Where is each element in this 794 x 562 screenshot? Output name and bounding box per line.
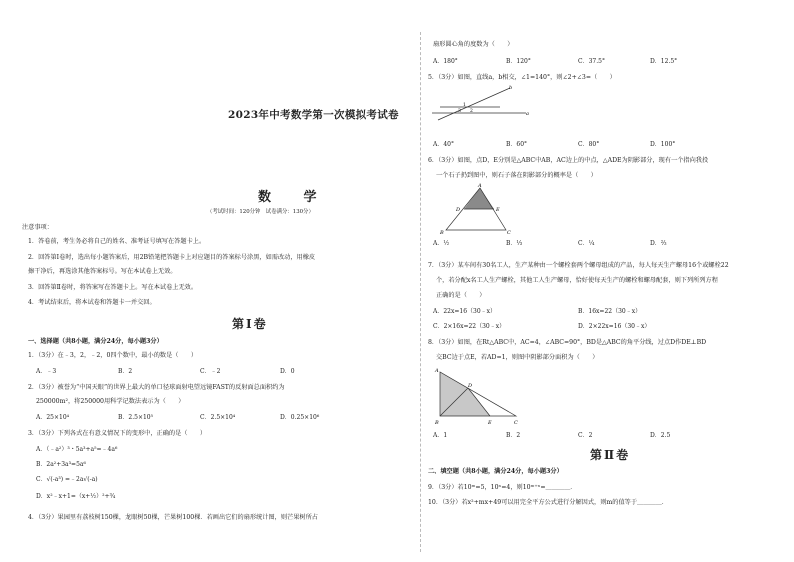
subject-title: 数 学 [258, 190, 331, 205]
q5-label-b: b [509, 85, 513, 91]
note-2-cont: 擦干净后，再选涂其他答案标号。写在本试卷上无效。 [28, 268, 177, 275]
q1-option-c: C．﹣2 [200, 368, 221, 375]
question-7-cont: 个，若分配x名工人生产螺栓，其他工人生产螺母，恰好使每天生产的螺栓和螺母配套，则下列所列方程 [436, 277, 718, 284]
q5-option-a: A．40° [433, 141, 454, 148]
question-4: 4．（3分）果园里有荔枝树150棵，龙眼树50棵，芒果树100棵．若画出它们的扇形统计图，则芒果树所占 [28, 514, 318, 521]
q8-label-b: B [435, 420, 439, 426]
q6-option-c: C．¼ [578, 240, 595, 247]
question-5: 5．（3分）如图，直线a，b相交，∠1=140°，则∠2+∠3=（ ） [428, 74, 616, 81]
question-7: 7．（3分）某车间有30名工人，生产某种由一个螺栓套两个螺母组成的产品，每人每天生产螺母16个或螺栓22 [428, 262, 729, 269]
note-2: 2．回答第Ⅰ卷时，选出每小题答案后，用2B铅笔把答题卡上对应题目的答案标号涂黑，如需改动，用橡皮 [28, 254, 316, 261]
question-3: 3．（3分）下列各式在有意义情况下的变形中，正确的是（ ） [28, 430, 207, 437]
q6-label-c: C [507, 230, 511, 236]
q7-option-c: C．2×16x=22（30﹣x） [433, 323, 506, 330]
question-8: 8．（3分）如图，在Rt△ABC中，AC=4，∠ABC=90°，BD是△ABC的角平分线，过点D作DE⊥BD [428, 339, 707, 346]
question-2-cont: 250000m²，将250000用科学记数法表示为（ ） [36, 398, 185, 405]
exam-title: 2023年中考数学第一次模拟考试卷 [228, 109, 399, 121]
q6-option-d: D．⅔ [650, 240, 667, 247]
q5-label-1: 1 [463, 103, 466, 108]
part2-heading: 二、填空题（共8小题，满分24分，每小题3分） [428, 468, 563, 475]
q3-option-d: D．x²﹣x+1=（x+½）²+¾ [36, 493, 116, 500]
q6-label-a: A [478, 183, 482, 189]
q8-option-a: A．1 [433, 432, 448, 439]
q8-figure [430, 362, 530, 428]
q4-option-c: C．37.5° [578, 58, 605, 65]
q7-option-b: B．16x=22（30﹣x） [578, 308, 642, 315]
q4-option-a: A．180° [433, 58, 458, 65]
q8-option-b: B．2 [506, 432, 521, 439]
q8-label-d: D [468, 383, 473, 389]
q5-option-b: B．60° [506, 141, 528, 148]
q5-option-c: C．80° [578, 141, 600, 148]
question-10: 10．（3分）若x²+mx+49可以用完全平方公式进行分解因式，则m的值等于＿＿＿＿． [428, 499, 668, 506]
q4-option-d: D．12.5° [650, 58, 678, 65]
q1-option-a: A．﹣3 [36, 368, 57, 375]
q6-option-b: B．⅓ [506, 240, 523, 247]
q2-option-a: A．25×10⁴ [36, 414, 70, 421]
question-1: 1．（3分）在﹣3，2，﹣2，0四个数中，最小的数是（ ） [28, 352, 198, 359]
q8-label-a: A [435, 368, 439, 374]
q6-label-d: D [456, 207, 461, 213]
q6-label-b: B [440, 230, 444, 236]
q5-label-3: 3 [458, 109, 461, 114]
q8-label-e: E [488, 420, 492, 426]
exam-info: （考试时间：120分钟 试卷满分：130分） [207, 209, 314, 215]
note-4: 4．考试结束后，将本试卷和答题卡一并交回。 [28, 299, 156, 306]
note-3: 3．回答第Ⅱ卷时，将答案写在答题卡上。写在本试卷上无效。 [28, 284, 198, 291]
note-1: 1．答卷前，考生务必将自己的姓名、准考证号填写在答题卡上。 [28, 238, 206, 245]
q2-option-b: B．2.5×10⁵ [118, 414, 154, 421]
question-8-cont: 交BC边于点E，若AD=1，则图中阴影部分面积为（ ） [436, 354, 599, 361]
q1-option-b: B．2 [118, 368, 133, 375]
q1-option-d: D．0 [280, 368, 295, 375]
question-7-cont2: 正确的是（ ） [436, 292, 486, 299]
q5-label-2: 2 [470, 109, 473, 114]
section-1-title: 第Ⅰ卷 [232, 317, 268, 331]
q2-option-c: C．2.5×10⁴ [200, 414, 236, 421]
notes-heading: 注意事项： [22, 224, 53, 231]
q3-option-b: B．2a²+3a³=5a⁶ [36, 461, 86, 468]
q8-option-d: D．2.5 [650, 432, 671, 439]
q5-option-d: D．100° [650, 141, 676, 148]
q5-figure [430, 82, 530, 124]
question-2: 2．（3分）被誉为“中国天眼”的世界上最大的单口径球面射电望远镜FAST的反射面总面积约为 [28, 384, 285, 391]
q4-option-b: B．120° [506, 58, 531, 65]
q7-option-d: D．2×22x=16（30﹣x） [578, 323, 651, 330]
q6-option-a: A．½ [433, 240, 450, 247]
section-2-title: 第Ⅱ卷 [590, 448, 631, 462]
q3-option-c: C．√(-a³) =﹣2a√(-a) [36, 476, 98, 483]
q2-option-d: D．0.25×10⁶ [280, 414, 320, 421]
question-9: 9．（3分）若10ᵐ=5，10ⁿ=4，则10ᵐ⁺ⁿ=＿＿＿＿． [428, 484, 577, 491]
question-6-cont: 一个石子扔到图中，则石子落在阴影部分的概率是（ ） [436, 172, 597, 179]
q5-label-a: a [526, 111, 529, 117]
q6-figure [434, 180, 514, 236]
q6-label-e: E [496, 207, 500, 213]
question-6: 6．（3分）如图，点D，E分别是△ABC中AB，AC边上的中点，△ADE为阴影部分，现有一个指向我投 [428, 157, 709, 164]
q8-label-c: C [514, 420, 518, 426]
part1-heading: 一、选择题（共8小题，满分24分，每小题3分） [28, 338, 163, 345]
q8-option-c: C．2 [578, 432, 593, 439]
q7-option-a: A．22x=16（30﹣x） [433, 308, 497, 315]
column-divider [420, 32, 421, 552]
q3-option-a: A．（﹣a²）³・5a³+a⁵=﹣4a⁶ [36, 446, 118, 453]
question-4-cont: 扇形圆心角的度数为（ ） [433, 41, 514, 48]
